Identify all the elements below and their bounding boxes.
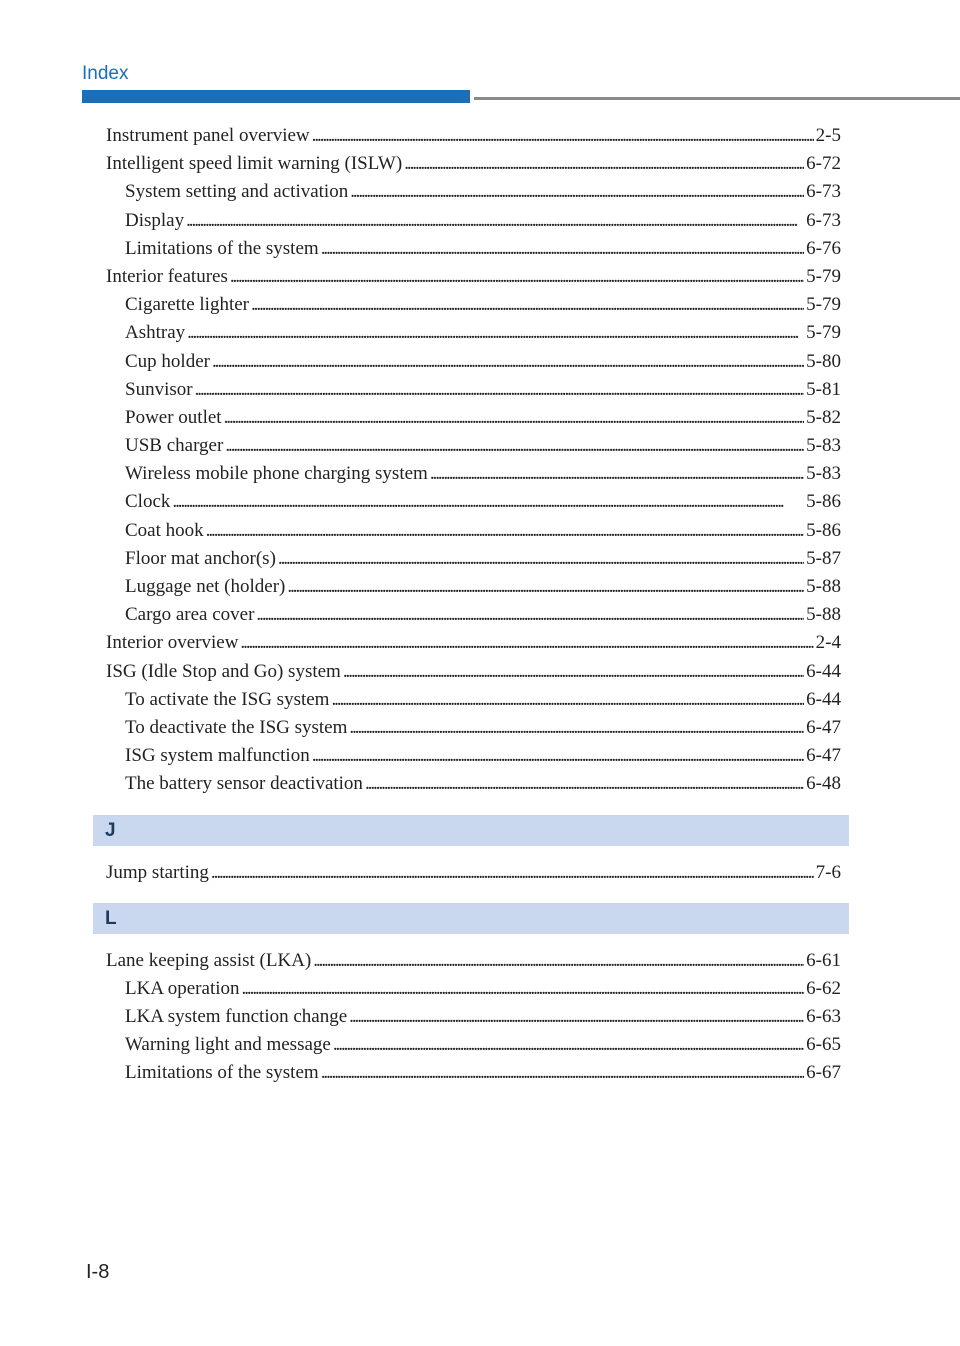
dot-leader [240, 629, 813, 657]
entry-page-ref: 6-44 [806, 660, 841, 682]
index-subentry [93, 545, 849, 573]
entry-page-ref: 6-73 [806, 209, 841, 231]
dot-leader [321, 1059, 804, 1087]
entry-label: ISG (Idle Stop and Go) system [106, 660, 341, 682]
entry-page-ref: 5-88 [806, 604, 841, 626]
section-header-j: J [93, 815, 849, 846]
index-subentry [93, 975, 849, 1003]
index-entry [93, 122, 849, 150]
dot-leader [211, 859, 814, 887]
dot-leader [187, 319, 804, 347]
entry-label: The battery sensor deactivation [125, 773, 363, 795]
entry-label: ISG system malfunction [125, 745, 310, 767]
index-subentry [93, 235, 849, 263]
entry-page-ref: 5-88 [806, 576, 841, 597]
entry-label: System setting and activation [125, 181, 349, 203]
entry-label: LKA system function change [125, 1006, 348, 1028]
entry-page-ref: 5-83 [806, 435, 841, 457]
index-subentry [93, 1003, 849, 1031]
dot-leader [313, 947, 804, 975]
entry-page-ref: 5-81 [806, 378, 841, 400]
entry-label: Cup holder [125, 350, 210, 372]
entry-label: Intelligent speed limit warning (ISLW) [106, 153, 403, 175]
index-subentry [93, 517, 849, 545]
dot-leader [212, 348, 804, 376]
index-subentry [93, 714, 849, 742]
entry-label: Interior features [106, 265, 228, 287]
entry-page-ref: 5-82 [806, 406, 841, 428]
dot-leader [350, 178, 804, 206]
dot-leader [256, 601, 804, 629]
entry-label: Ashtray [125, 322, 186, 344]
entry-page-ref: 6-61 [806, 949, 841, 971]
index-list [93, 122, 849, 1088]
index-entry [93, 150, 849, 178]
entry-page-ref: 6-62 [806, 977, 841, 999]
entry-page-ref: 5-79 [806, 265, 841, 287]
entry-page-ref: 2-4 [815, 632, 841, 654]
entry-label: To activate the ISG system [125, 688, 330, 710]
entry-page-ref: 5-83 [806, 463, 841, 485]
entry-label: Floor mat anchor(s) [125, 547, 276, 569]
dot-leader [349, 1003, 804, 1031]
index-subentry [93, 601, 849, 629]
entry-label: Interior overview [106, 632, 239, 654]
dot-leader [312, 742, 804, 770]
index-subentry [93, 770, 849, 798]
dot-leader [404, 150, 804, 178]
entry-label: To deactivate the ISG system [125, 716, 348, 738]
entry-page-ref: 6-72 [806, 153, 841, 175]
index-entry [93, 947, 849, 975]
dot-leader [343, 658, 804, 686]
index-subentry [93, 291, 849, 319]
index-subentry [93, 573, 849, 601]
index-subentry [93, 1059, 849, 1087]
dot-leader [224, 404, 805, 432]
index-subentry [93, 207, 849, 235]
entry-label: Instrument panel overview [106, 125, 310, 146]
dot-leader [349, 714, 804, 742]
entry-label: Limitations of the system [125, 237, 319, 259]
entry-page-ref: 6-48 [806, 773, 841, 795]
index-subentry [93, 742, 849, 770]
dot-leader [365, 770, 804, 798]
index-subentry [93, 376, 849, 404]
dot-leader [331, 686, 804, 714]
index-subentry [93, 460, 849, 488]
entry-page-ref: 6-47 [806, 745, 841, 767]
entry-page-ref: 5-86 [806, 491, 841, 513]
entry-page-ref: 6-67 [806, 1062, 841, 1084]
entry-label: Sunvisor [125, 378, 193, 400]
index-entry [93, 263, 849, 291]
index-subentry [93, 404, 849, 432]
dot-leader [321, 235, 804, 263]
dot-leader [333, 1031, 804, 1059]
entry-label: Power outlet [125, 406, 222, 428]
entry-page-ref: 7-6 [815, 861, 841, 883]
entry-label: Clock [125, 491, 171, 513]
entry-label: Cargo area cover [125, 604, 255, 626]
index-subentry [93, 432, 849, 460]
entry-page-ref: 6-65 [806, 1034, 841, 1056]
entry-label: Luggage net (holder) [125, 576, 286, 597]
page-header-title: Index [82, 63, 129, 84]
entry-label: Warning light and message [125, 1034, 331, 1056]
dot-leader [251, 291, 804, 319]
index-subentry [93, 686, 849, 714]
entry-page-ref: 5-79 [806, 322, 841, 344]
entry-page-ref: 6-73 [806, 181, 841, 203]
dot-leader [430, 460, 804, 488]
dot-leader [230, 263, 804, 291]
index-subentry [93, 319, 849, 347]
dot-leader [195, 376, 805, 404]
index-subentry [93, 488, 849, 516]
entry-label: Wireless mobile phone charging system [125, 463, 428, 485]
index-entry [93, 658, 849, 686]
index-subentry [93, 348, 849, 376]
index-entry [93, 629, 849, 657]
entry-label: Display [125, 209, 185, 231]
entry-page-ref: 5-79 [806, 294, 841, 316]
entry-label: Coat hook [125, 519, 204, 541]
dot-leader [172, 488, 804, 516]
dot-leader [287, 573, 804, 601]
entry-page-ref: 5-80 [806, 350, 841, 372]
dot-leader [242, 975, 805, 1003]
dot-leader [225, 432, 804, 460]
entry-label: Jump starting [106, 861, 209, 883]
entry-label: USB charger [125, 435, 224, 457]
entry-page-ref: 5-87 [806, 547, 841, 569]
index-subentry [93, 178, 849, 206]
entry-label: Limitations of the system [125, 1062, 319, 1084]
entry-page-ref: 5-86 [806, 519, 841, 541]
entry-page-ref: 6-44 [806, 688, 841, 710]
entry-label: Cigarette lighter [125, 294, 249, 316]
entry-page-ref: 6-63 [806, 1006, 841, 1028]
index-entry [93, 859, 849, 887]
entry-page-ref: 6-47 [806, 716, 841, 738]
page-number: I-8 [86, 1261, 110, 1283]
header-rule-divider [474, 97, 960, 100]
entry-label: LKA operation [125, 977, 240, 999]
index-subentry [93, 1031, 849, 1059]
dot-leader [206, 517, 805, 545]
entry-page-ref: 6-76 [806, 237, 841, 259]
header-rule-accent [82, 90, 470, 103]
section-header-l: L [93, 903, 849, 934]
dot-leader [186, 207, 804, 235]
dot-leader [312, 122, 814, 150]
entry-page-ref: 2-5 [815, 125, 841, 146]
entry-label: Lane keeping assist (LKA) [106, 949, 312, 971]
dot-leader [278, 545, 804, 573]
